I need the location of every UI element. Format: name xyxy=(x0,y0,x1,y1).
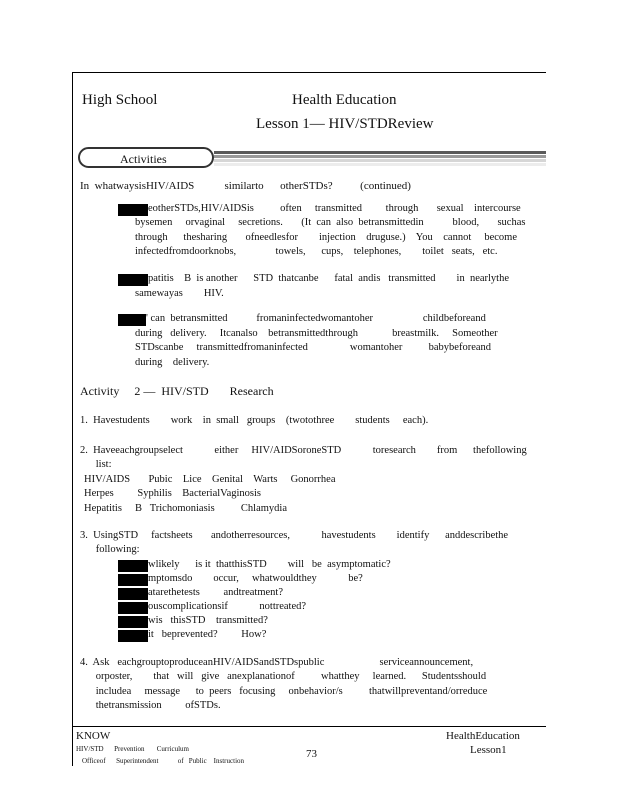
item2-line1: 2. Haveeachgroupselect either HIV/AIDSoroneSTD toresearch from thefollowing xyxy=(80,445,527,456)
std-list-row1: HIV/AIDS Pubic Lice Genital Warts Gonorrhea xyxy=(84,474,336,485)
para3-line1: ' can betransmitted fromaninfectedwomantoher childbeforeand xyxy=(146,313,486,324)
redaction-bar xyxy=(118,274,148,286)
redaction-bar xyxy=(118,560,148,572)
footer-subject: HealthEducation xyxy=(446,730,520,742)
para2-line2: samewayas HIV. xyxy=(135,288,224,299)
question-1: wlikely is it thatthisSTD will be asymptomatic? xyxy=(148,559,391,570)
redaction-bar xyxy=(118,574,148,586)
para3-line2: during delivery. Itcanalso betransmittedthrough breastmilk. Someother xyxy=(135,328,498,339)
activity2-heading: Activity 2 — HIV/STD Research xyxy=(80,384,274,398)
banner-stripe-faint xyxy=(214,163,546,166)
item3-line2: following: xyxy=(80,544,140,555)
redaction-bar xyxy=(118,616,148,628)
para2-line1: patitis B is another STD thatcanbe fatal andis transmitted in nearlythe xyxy=(148,273,510,284)
activities-tab xyxy=(78,147,214,168)
para1-line4: infectedfromdoorknobs, towels, cups, telephones, toilet seats, etc. xyxy=(135,246,498,257)
item4-line1: 4. Ask eachgrouptoproduceanHIV/AIDSandSTDspublic serviceannouncement, xyxy=(80,657,474,668)
para1-line1: eotherSTDs,HIV/AIDSis often transmitted through sexual intercourse xyxy=(148,203,521,214)
footer-curriculum: HIV/STD Prevention Curriculum xyxy=(76,745,189,753)
activities-tab-label: Activities xyxy=(120,152,167,166)
para3-line3: STDscanbe transmittedfromaninfected womantoher babybeforeand xyxy=(135,342,492,353)
item3-line1: 3. UsingSTD factsheets andotherresources, havestudents identify anddescribethe xyxy=(80,530,509,541)
footer-office: Officeof Superintendent of Public Instruction xyxy=(82,757,245,765)
page-number: 73 xyxy=(306,748,317,760)
banner-stripe-mid xyxy=(214,155,546,158)
footer-rule xyxy=(72,726,546,727)
item1: 1. Havestudents work in small groups (twotothree students each). xyxy=(80,415,429,426)
para1-line3: through thesharing ofneedlesfor injection druguse.) You cannot become xyxy=(135,232,518,243)
banner-stripe-light xyxy=(214,159,546,162)
std-list-row2: Herpes Syphilis BacterialVaginosis xyxy=(84,488,262,499)
para1-line2: bysemen orvaginal secretions. (It can also betransmittedin blood, suchas xyxy=(135,217,526,228)
redaction-bar xyxy=(118,314,146,326)
item2-line2: list: xyxy=(80,459,112,470)
footer-lesson: Lesson1 xyxy=(470,744,507,756)
para3-line4: during delivery. xyxy=(135,357,210,368)
std-list-row3: Hepatitis B Trichomoniasis Chlamydia xyxy=(84,503,288,514)
redaction-bar xyxy=(118,602,148,614)
question-6: it beprevented? How? xyxy=(148,629,267,640)
item4-line4: thetransmission ofSTDs. xyxy=(80,700,221,711)
question-2: mptomsdo occur, whatwouldthey be? xyxy=(148,573,363,584)
redaction-bar xyxy=(118,630,148,642)
item4-line2: orposter, that will give anexplanationof whatthey learned. Studentsshould xyxy=(80,671,487,682)
question-5: wis thisSTD transmitted? xyxy=(148,615,268,626)
question-3: atarethetests andtreatment? xyxy=(148,587,283,598)
banner-stripe-dark xyxy=(214,151,546,154)
header-subject: Health Education xyxy=(292,92,397,108)
redaction-bar xyxy=(118,588,148,600)
item4-line3: includea message to peers focusing onbehavior/s thatwillpreventand/orreduce xyxy=(80,686,488,697)
footer-know: KNOW xyxy=(76,730,111,742)
redaction-bar xyxy=(118,204,148,216)
question-4: ouscomplicationsif nottreated? xyxy=(148,601,307,612)
intro-question: In whatwaysisHIV/AIDS similarto otherSTDs? (continued) xyxy=(80,180,411,192)
header-school: High School xyxy=(82,92,158,108)
lesson-title: Lesson 1— HIV/STDReview xyxy=(256,116,434,132)
